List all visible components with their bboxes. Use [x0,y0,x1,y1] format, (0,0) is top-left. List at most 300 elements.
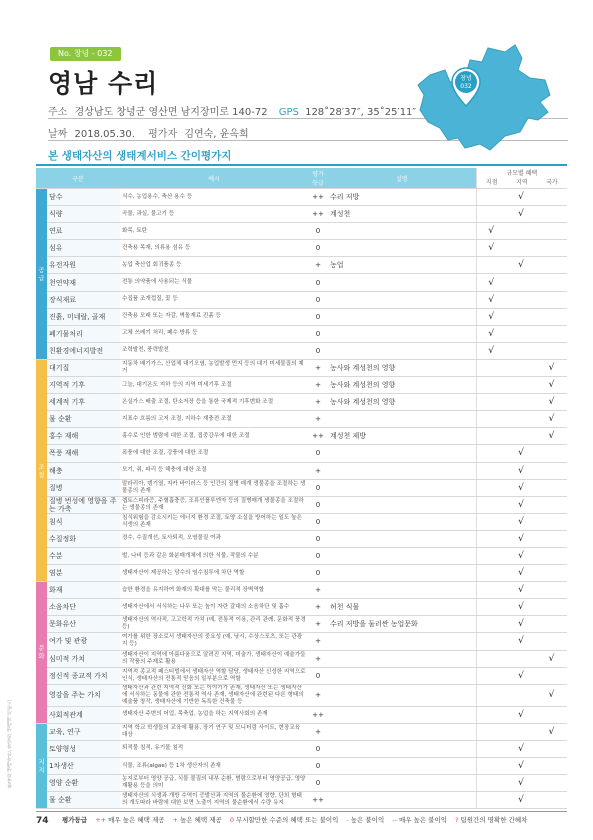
service-example: 식수, 농업용수, 축산 용수 등 [120,189,308,206]
table-row [36,445,567,462]
check-local [476,706,506,723]
footer-rule [36,811,567,812]
service-item: 섬유 [47,240,120,257]
grade-cell: ++ [308,189,328,206]
legend-item [230,816,339,824]
table-row [36,758,567,775]
table-row [36,582,567,599]
legend-text: 높은 혜택 제공 [180,816,222,824]
check-nation [536,547,567,564]
grade-cell: 0 [308,758,328,775]
check-region [506,342,536,359]
check-local [476,616,506,633]
section-title: 본 생태자산의 생태계서비스 간이평가지 [48,150,232,162]
grade-cell: 0 [308,291,328,308]
service-example: 식물, 조류(algae) 등 1차 생산자의 존재 [120,758,308,775]
service-example: 화목, 토탄 [120,223,308,240]
description-cell [328,308,476,325]
grade-cell: 0 [308,547,328,564]
gps-value: 128˚28′37″, 35˚25′11″ [305,107,417,118]
description-cell [328,758,476,775]
check-local: √ [476,291,506,308]
legend-text: 매우 높은 혜택 제공 [108,816,165,824]
page-title: 영남 수리 [48,69,159,98]
table-row [36,530,567,547]
check-local [476,462,506,479]
service-example: 홍수로 인한 범람에 대한 조절, 집중강우에 대한 조절 [120,428,308,445]
grade-cell: 0 [308,445,328,462]
service-item: 식량 [47,206,120,223]
check-nation [536,189,567,206]
check-nation [536,616,567,633]
check-region: √ [506,792,536,809]
check-nation [536,667,567,684]
check-region [506,723,536,740]
service-item: 홍수 재해 [47,428,120,445]
col-desc: 설명 [328,168,476,189]
table-row [36,359,567,376]
service-example: 말라리아, 뎅기열, 지카 바이러스 등 인간의 질병 매개 생물종을 조절하는 생물종의 존재 [120,479,308,496]
check-nation [536,775,567,792]
description-cell [328,513,476,530]
check-nation: √ [536,428,567,445]
check-region: √ [506,667,536,684]
service-example: 생태자산의 역사적, 고고학적 가치 (예, 전통적 이용, 관리 관례, 문화적 풍경 등) [120,616,308,633]
grade-cell: + [308,462,328,479]
check-region: √ [506,758,536,775]
check-local [476,377,506,394]
table-row [36,189,567,206]
check-nation [536,792,567,809]
description-cell: 수리 저방을 둘러싼 농업문화 [328,616,476,633]
grade-cell: ++ [308,206,328,223]
grade-cell: 0 [308,342,328,359]
evaluator-label: 평가자 [148,129,178,140]
service-item: 여가 및 관광 [47,633,120,650]
service-item: 유전자원 [47,257,120,274]
grade-cell: ++ [308,428,328,445]
check-nation [536,740,567,757]
grade-cell: 0 [308,565,328,582]
col-scale-title: 규모별 혜택 [506,170,538,177]
check-region [506,291,536,308]
check-local [476,667,506,684]
grade-cell: 0 [308,479,328,496]
service-item: 영감을 주는 가치 [47,684,120,706]
check-nation [536,445,567,462]
col-region: 지역 [515,179,528,186]
check-region: √ [506,740,536,757]
service-item: 세계적 기후 [47,394,120,411]
check-nation [536,291,567,308]
check-nation [536,758,567,775]
grade-cell: + [308,411,328,428]
check-region: √ [506,565,536,582]
table-row [36,411,567,428]
check-region [506,650,536,667]
check-region [506,394,536,411]
table-row [36,240,567,257]
service-item: 사회적관계 [47,706,120,723]
description-cell [328,650,476,667]
col-type: 구분 [36,168,120,189]
check-nation: √ [536,377,567,394]
grade-cell: + [308,359,328,376]
check-local [476,792,506,809]
check-local [476,633,506,650]
address-line [48,103,416,118]
table-row [36,792,567,809]
col-example: 예시 [120,168,308,189]
check-local [476,723,506,740]
check-nation: √ [536,723,567,740]
service-item: 연료 [47,223,120,240]
table-row [36,342,567,359]
description-cell [328,740,476,757]
check-nation: √ [536,394,567,411]
address-value: 경상남도 창녕군 영산면 남지장미로 140-72 [74,107,268,118]
description-cell [328,547,476,564]
grade-cell: 0 [308,496,328,513]
table-row [36,428,567,445]
check-nation [536,513,567,530]
map-marker-line2: 032 [460,83,472,90]
legend-item [173,816,222,824]
check-local [476,411,506,428]
check-region: √ [506,445,536,462]
legend-symbol: 0 [229,816,234,824]
service-example: 생태자산 주변의 어업, 목축업, 농업을 하는 지역사회의 존재 [120,706,308,723]
service-example: 고체 쓰레기 처리, 폐수 방류 등 [120,325,308,342]
service-example: 모기, 쥐, 파리 등 해충에 대한 조절 [120,462,308,479]
check-local [476,496,506,513]
check-nation [536,342,567,359]
table-row [36,599,567,616]
service-item: 교육, 연구 [47,723,120,740]
legend-text: 팀원간의 명확한 간혜차 [460,816,528,824]
legend-symbol: + [172,816,178,824]
grade-cell: 0 [308,775,328,792]
grade-cell: + [308,377,328,394]
legend-text: 무시할만한 수준의 혜택 또는 불이익 [235,816,339,824]
description-cell [328,223,476,240]
check-region: √ [506,496,536,513]
check-nation [536,633,567,650]
check-nation [536,496,567,513]
service-example: 벌, 나비 등과 같은 화분매개체에 의한 식물, 작물의 수분 [120,547,308,564]
description-cell: 농사와 계성천의 영향 [328,359,476,376]
legend-item [392,816,447,824]
check-nation [536,479,567,496]
service-example: 퇴적물 침적, 유기물 침적 [120,740,308,757]
description-cell [328,325,476,342]
check-nation [536,274,567,291]
service-example: 건축용 목재, 의류용 섬유 등 [120,240,308,257]
check-nation [536,257,567,274]
legend-item [455,816,527,824]
check-local [476,428,506,445]
service-item: 천연약재 [47,274,120,291]
service-item: 질병 [47,479,120,496]
check-local [476,547,506,564]
check-local: √ [476,308,506,325]
check-region [506,325,536,342]
service-example: 지동차 배기가스, 산업체 대기오염, 농업발생 먼지 등의 대기 미세물질의 제거 [120,359,308,376]
check-local: √ [476,240,506,257]
date-label: 날짜 [48,129,68,140]
service-item: 폭풍 재해 [47,445,120,462]
service-item: 화재 [47,582,120,599]
service-item: 지역적 기후 [47,377,120,394]
grade-cell: 0 [308,308,328,325]
grade-cell: + [308,616,328,633]
grade-cell: 0 [308,530,328,547]
check-region: √ [506,633,536,650]
page-tag: No. 창녕 - 032 [50,47,121,61]
grade-cell: + [308,650,328,667]
service-item: 침식 [47,513,120,530]
description-cell [328,530,476,547]
check-nation: √ [536,359,567,376]
check-region [506,223,536,240]
description-cell [328,706,476,723]
service-example: 생태자산이 지역에 아름다움으로 알려진 지역, 미술가, 생태자산이 예술가들의 작품의 주제로 활용 [120,650,308,667]
service-item: 1차생산 [47,758,120,775]
check-local [476,479,506,496]
service-item: 대기질 [47,359,120,376]
check-region: √ [506,599,536,616]
service-example: 그늘, 대기온도 지하 등의 지역 미세기후 조절 [120,377,308,394]
grade-cell: + [308,633,328,650]
description-cell: 계성천 제방 [328,428,476,445]
check-nation [536,240,567,257]
description-cell: 농사와 계성천의 영향 [328,394,476,411]
description-cell [328,775,476,792]
description-cell [328,291,476,308]
description-cell [328,462,476,479]
region-map [410,40,560,155]
description-cell: 수리 저방 [328,189,476,206]
grade-cell: 0 [308,740,328,757]
table-row [36,706,567,723]
service-item: 폐기물처리 [47,325,120,342]
grade-cell: 0 [308,325,328,342]
check-region: √ [506,257,536,274]
service-example: 생태자산에서 서식하는 나무 또는 높이 자란 갈대의 소음차단 및 흡수 [120,599,308,616]
description-cell [328,792,476,809]
check-region [506,359,536,376]
category-cell: 지지 [36,723,47,808]
description-cell: 허천 식물 [328,599,476,616]
check-local [476,565,506,582]
grade-legend [62,815,535,824]
check-region: √ [506,206,536,223]
table-row [36,496,567,513]
service-example: 농업 축산업 회귀품종 등 [120,257,308,274]
table-row [36,684,567,706]
check-nation [536,223,567,240]
service-example: 정수, 수질개선, 토사퇴적, 오염물질 여과 [120,530,308,547]
service-item: 담수 [47,189,120,206]
check-region [506,411,536,428]
grade-cell: + [308,257,328,274]
eco-table [36,168,567,809]
grade-cell: + [308,684,328,706]
table-row [36,616,567,633]
region-shape [418,45,550,150]
description-cell [328,582,476,599]
service-item: 정신적 종교적 가치 [47,667,120,684]
description-cell [328,342,476,359]
legend-symbol: - [346,816,349,824]
check-nation [536,530,567,547]
description-cell [328,633,476,650]
legend-symbol: -- [392,816,397,824]
grade-cell: + [308,394,328,411]
check-local [476,394,506,411]
service-example: 여가를 위한 장소로서 생태자산의 중요성 (예, 낚시, 수상스포츠, 또는 관광지 등) [120,633,308,650]
check-local: √ [476,325,506,342]
service-example: 지표수 흐름의 고저 조절, 지하수 재충전 조절 [120,411,308,428]
table-row [36,462,567,479]
grade-cell: 0 [308,513,328,530]
service-item: 해충 [47,462,120,479]
map-marker-line1: 창녕 [460,75,472,82]
address-label: 주소 [48,107,68,118]
legend-item [346,816,384,824]
check-region: √ [506,462,536,479]
table-row [36,223,567,240]
table-row [36,667,567,684]
check-region [506,377,536,394]
legend-symbol: ? [455,816,459,824]
date-value: 2018.05.30. [74,129,135,140]
check-local [476,740,506,757]
check-local [476,445,506,462]
table-row [36,547,567,564]
service-example: 곡물, 과실, 물고기 등 [120,206,308,223]
category-cell: 문화 [36,582,47,724]
service-item: 염분 [47,565,120,582]
legend-symbol: ++ [95,816,107,824]
description-cell [328,565,476,582]
grade-cell: 0 [308,667,328,684]
description-cell [328,667,476,684]
description-cell [328,479,476,496]
service-example: 생태자산과 관련 지역적 신화 또는 이야기가 존재, 생태자산 또는 생태자산에 서식하는 동물에 관한 전통적 역사 존재, 생태자산에 관련된 다른 형태의 예술품 창작, 생태자산에 기반한 독특한 건축물 등 [120,684,308,706]
table-row [36,377,567,394]
check-local [476,758,506,775]
check-region: √ [506,479,536,496]
col-local: 지점 [485,179,498,186]
table-row [36,775,567,792]
gps-label: GPS [278,107,299,118]
check-region: √ [506,616,536,633]
service-item: 친환경에너지발전 [47,342,120,359]
evaluator-value: 김연숙, 윤옥희 [184,129,249,140]
check-region: √ [506,547,536,564]
grade-cell: 0 [308,240,328,257]
check-region [506,428,536,445]
table-row [36,650,567,667]
service-item: 물 순환 [47,792,120,809]
table-row [36,206,567,223]
service-item: 소음차단 [47,599,120,616]
check-local [476,257,506,274]
table-row [36,479,567,496]
service-example: 농지로부터 영양 공급, 식물 물질의 내부 순환, 범람으로부터 영양공급, 영양 재활용 등을 의미 [120,775,308,792]
category-cell: 공급 [36,189,47,360]
check-nation [536,206,567,223]
table-row [36,740,567,757]
date-line [48,125,249,140]
check-region: √ [506,513,536,530]
description-cell [328,684,476,706]
service-example: 조력발전, 풍력발전 [120,342,308,359]
category-cell: 조절 [36,359,47,581]
service-example: 건축용 모래 또는 자갈, 벽돌재료 진흙 등 [120,308,308,325]
check-region [506,240,536,257]
legend-text: 높은 불이익 [350,816,385,824]
service-example: 생태자산의 식생과 개방 수역이 증발산과 지역의 물순환에 영향, 단희 형태의 개도따라 바람에 대한 보면 노출이 지역의 물순환에서 수량 유지 [120,792,308,809]
service-example: 침식위험을 감소시키는 에너지 환경 조절, 토양 소실을 방어하는 일도 높은 식생의 존재 [120,513,308,530]
check-nation [536,325,567,342]
check-nation: √ [536,650,567,667]
check-nation: √ [536,684,567,706]
check-local: √ [476,223,506,240]
service-example: 폭풍에 대한 조절, 강풍에 대한 조절 [120,445,308,462]
check-local [476,650,506,667]
check-nation [536,599,567,616]
check-region: √ [506,775,536,792]
table-row [36,723,567,740]
service-item: 심미적 가치 [47,650,120,667]
check-nation [536,565,567,582]
col-scale [476,168,567,189]
description-cell [328,274,476,291]
check-region [506,274,536,291]
service-item: 토양형성 [47,740,120,757]
grade-cell: ++ [308,706,328,723]
service-example: 지역적 종교적 페스티벌에서 생태자산 역할 담당, 생태자산 신성한 지역으로 인식, 생태자산의 전통적 믿음의 일부분으로 역할 [120,667,308,684]
check-local [476,775,506,792]
service-item: 수분 [47,547,120,564]
side-text: 한국의 생태자산, 창녕의 생태계 서비스 [7,700,13,788]
table-row [36,274,567,291]
check-local [476,513,506,530]
check-nation [536,582,567,599]
description-cell [328,445,476,462]
col-grade: 평가 등급 [308,168,328,189]
table-row [36,257,567,274]
check-region [506,308,536,325]
col-nation: 국가 [546,179,558,186]
check-local: √ [476,342,506,359]
description-cell: 계성천 [328,206,476,223]
service-item: 진흙, 미네랄, 골재 [47,308,120,325]
check-nation [536,706,567,723]
description-cell [328,496,476,513]
table-row [36,565,567,582]
grade-cell: + [308,723,328,740]
table-row [36,291,567,308]
check-nation [536,462,567,479]
check-region: √ [506,706,536,723]
legend-item [95,816,164,824]
legend-label: 평가등급 [62,816,88,824]
grade-cell: + [308,599,328,616]
check-local [476,359,506,376]
